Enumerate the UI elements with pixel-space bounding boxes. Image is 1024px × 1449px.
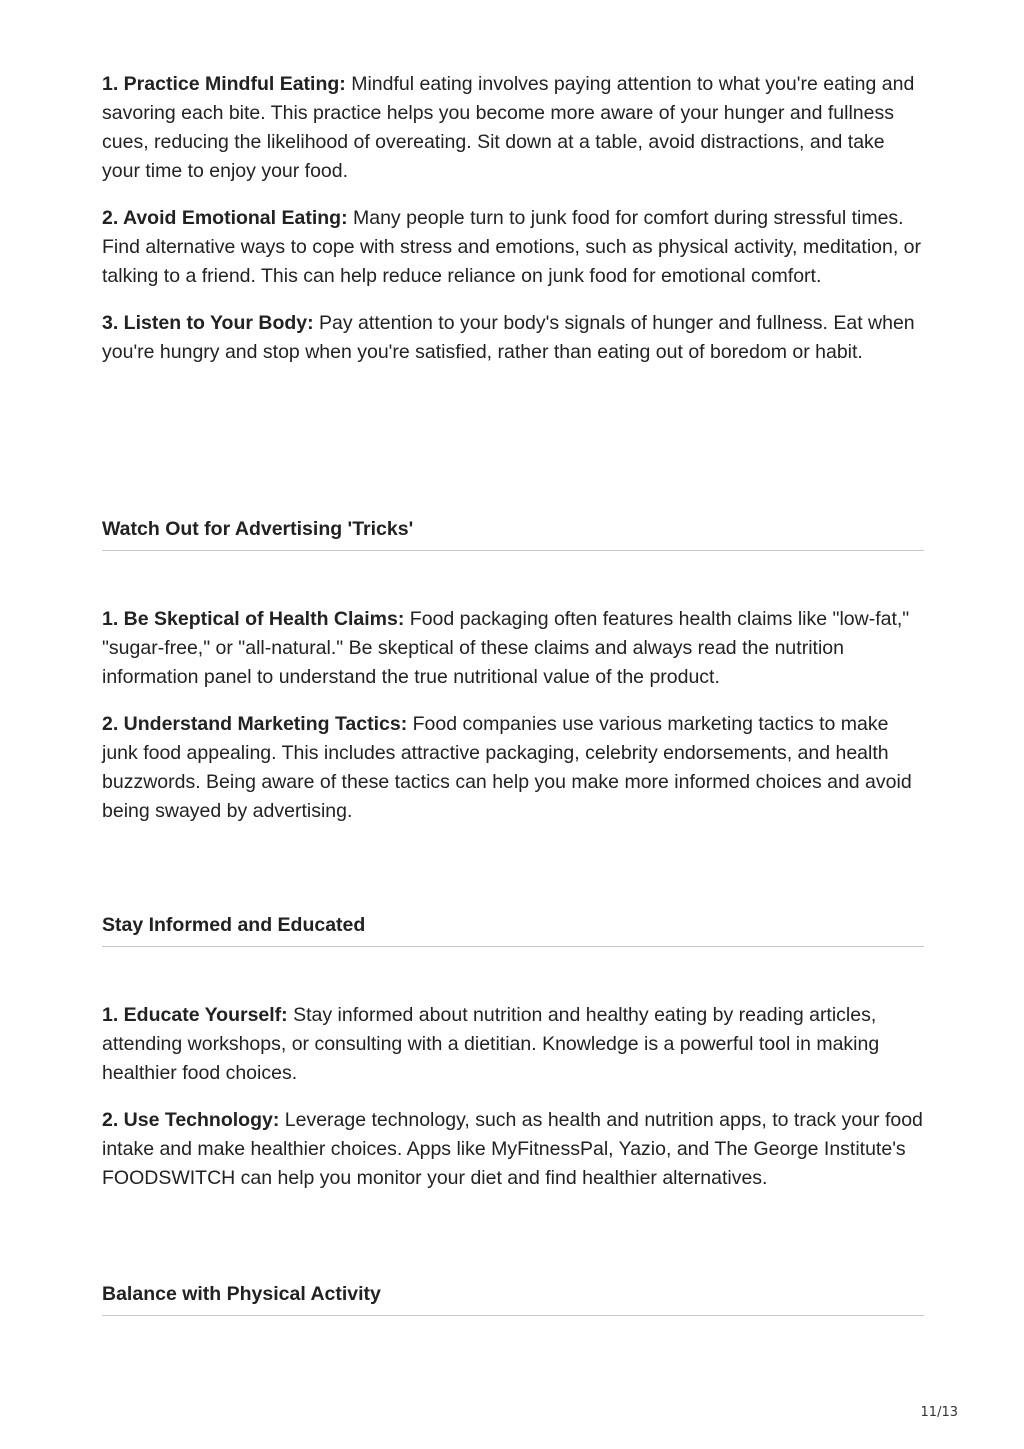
marketing-tactics-title: 2. Understand Marketing Tactics: xyxy=(102,713,408,735)
section-heading-advertising: Watch Out for Advertising 'Tricks' xyxy=(102,516,924,551)
listen-body-title: 3. Listen to Your Body: xyxy=(102,312,314,334)
mindful-eating-title: 1. Practice Mindful Eating: xyxy=(102,73,346,95)
spacer xyxy=(102,385,924,516)
page-number: 11/13 xyxy=(920,1405,958,1420)
educate-yourself-title: 1. Educate Yourself: xyxy=(102,1004,288,1026)
document-page xyxy=(102,70,924,1316)
section-heading-informed: Stay Informed and Educated xyxy=(102,912,924,947)
mindful-eating-paragraph xyxy=(102,70,924,186)
health-claims-title: 1. Be Skeptical of Health Claims: xyxy=(102,608,405,630)
health-claims-text: Food packaging often features health claims like "low-fat," "sugar-free," or "all-natural." Be skeptical of these claims and always read the nutrition information panel to understand the true nutritional value of the product. xyxy=(102,608,910,688)
mindful-eating-text: Mindful eating involves paying attention to what you're eating and savoring each bite. This practice helps you become more aware of your hunger and fullness cues, reducing the likelihood of overeating. Sit down at a table, avoid distractions, and take your time to enjoy your food. xyxy=(102,73,915,182)
listen-body-paragraph xyxy=(102,309,924,367)
listen-body-text: Pay attention to your body's signals of hunger and fullness. Eat when you're hungry and stop when you're satisfied, rather than eating out of boredom or habit. xyxy=(102,312,915,363)
use-technology-text: Leverage technology, such as health and nutrition apps, to track your food intake and make healthier choices. Apps like MyFitnessPal, Yazio, and The George Institute's FOODSWITCH can help you monitor your diet and find healthier alternatives. xyxy=(102,1109,923,1189)
educate-yourself-text: Stay informed about nutrition and healthy eating by reading articles, attending workshops, or consulting with a dietitian. Knowledge is a powerful tool in making healthier food choices. xyxy=(102,1004,880,1084)
spacer xyxy=(102,947,924,1001)
emotional-eating-paragraph xyxy=(102,204,924,291)
educate-yourself-paragraph xyxy=(102,1001,924,1088)
spacer xyxy=(102,1211,924,1281)
spacer xyxy=(102,551,924,605)
spacer xyxy=(102,844,924,912)
use-technology-title: 2. Use Technology: xyxy=(102,1109,280,1131)
marketing-tactics-text: Food companies use various marketing tactics to make junk food appealing. This includes attractive packaging, celebrity endorsements, and health buzzwords. Being aware of these tactics can help you make more informed choices and avoid being swayed by advertising. xyxy=(102,713,912,822)
emotional-eating-title: 2. Avoid Emotional Eating: xyxy=(102,207,348,229)
emotional-eating-text: Many people turn to junk food for comfort during stressful times. Find alternative ways to cope with stress and emotions, such as physical activity, meditation, or talking to a friend. This can help reduce reliance on junk food for emotional comfort. xyxy=(102,207,922,287)
health-claims-paragraph xyxy=(102,605,924,692)
section-heading-physical-activity: Balance with Physical Activity xyxy=(102,1281,924,1316)
marketing-tactics-paragraph xyxy=(102,710,924,826)
use-technology-paragraph xyxy=(102,1106,924,1193)
